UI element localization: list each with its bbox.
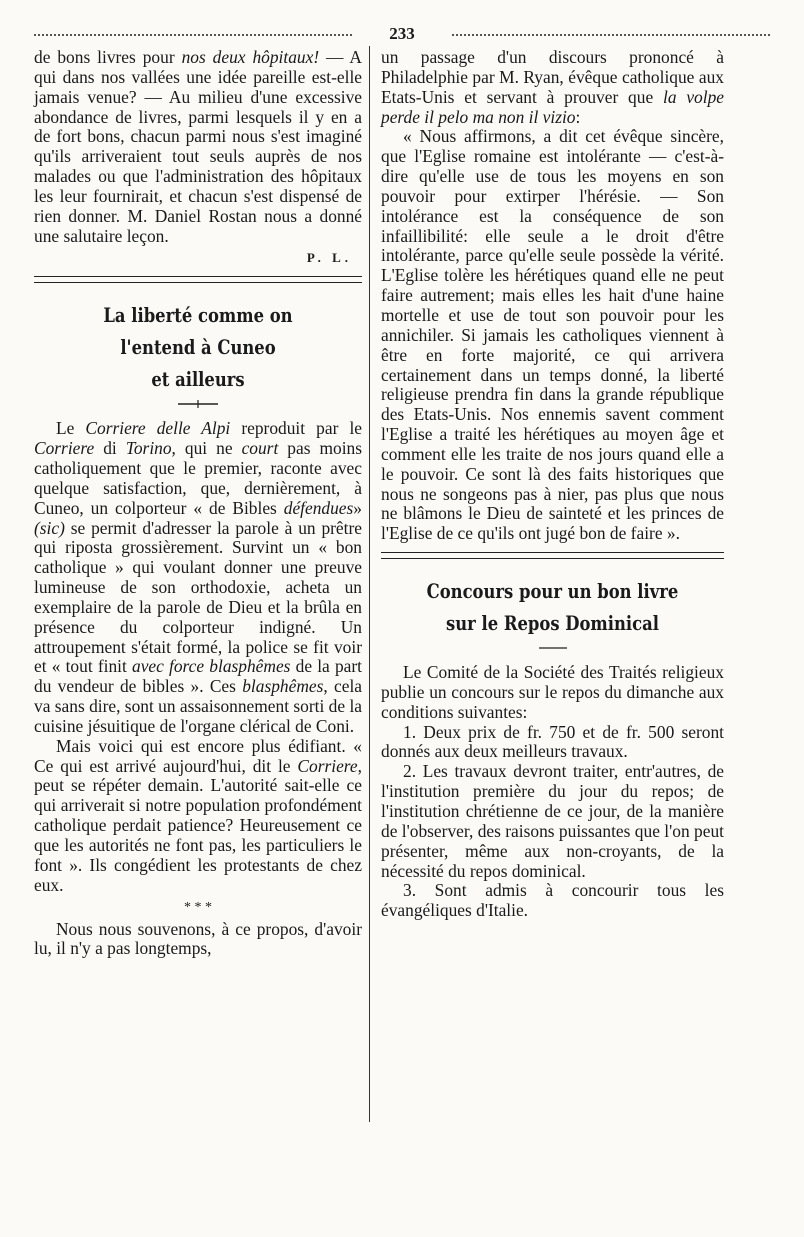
text-run: , cela va sans dire, sont un assaisonnement sorti de la cuisine jésuitique de l'organe clérical de Coni.	[34, 676, 362, 736]
star-separator: * * *	[184, 899, 212, 915]
text-run: 1. Deux prix de fr. 750 et de fr. 500 seront donnés aux deux meilleurs travaux.	[381, 721, 724, 762]
italic-text: blasphêmes	[242, 676, 324, 697]
article-headline	[412, 575, 693, 639]
italic-text: la volpe perde il pelo ma non il vizio	[381, 86, 724, 127]
paragraph	[34, 48, 362, 246]
text-run: »	[353, 497, 362, 518]
text-run: de la part du vendeur de bibles ». Ces	[34, 656, 362, 697]
headline-line: sur le Repos Dominical	[445, 611, 660, 636]
section-separator	[34, 276, 362, 283]
text-run: 2. Les travaux devront traiter, entr'autres, de l'institution première du jour du repos; de l'institution chrétienne de ce jour, de la manière de l'observer, des raisons puissantes que l'on peut présenter, même aux non-croyants, de la nécessité du repos dominical.	[381, 761, 724, 881]
author-signature: P. L.	[306, 250, 352, 266]
italic-text: Torino	[125, 438, 172, 459]
headline-line: et ailleurs	[151, 367, 245, 392]
text-run: di	[94, 438, 126, 459]
text-run: Nous nous souvenons, à ce propos, d'avoir lu, il n'y a pas longtemps,	[34, 918, 362, 959]
italic-text: nos deux hôpitaux!	[181, 47, 320, 67]
text-run: Le	[56, 418, 86, 439]
text-run: Mais voici qui est encore plus édifiant. « Ce qui est arrivé aujourd'hui, dit le	[34, 735, 362, 776]
header-rule-right	[452, 34, 770, 36]
text-run: pas moins catholiquement que le premier, raconte avec quelque satisfaction, que, dernièrement, à Cuneo, un colporteur « de Bibles	[34, 438, 362, 518]
text-run: , peut se répéter demain. L'autorité sait-elle ce qui arriverait si notre population profondément catholique perdait patience? Heureusement ce que les autorités ne font pas, les particuliers le font ». Ils congédient les protestants de chez eux.	[34, 755, 362, 895]
text-run: de bons livres pour	[34, 47, 182, 67]
text-run: — A qui dans nos vallées une idée pareille est-elle jamais venue? — Au milieu d'une excessive abondance de livres, parmi lesquels il y en a de fort bons, chacun parmi nous s'est imaginé qu'ils arriveraient tout seuls auprès de nos malades ou que l'administration des hôpitaux les leur fournirait, et chacun s'est dispensé de rien donner. M. Daniel Rostan nous a donné une salutaire leçon.	[34, 47, 362, 246]
italic-text: Corriere	[34, 438, 95, 459]
right-column	[381, 48, 724, 921]
italic-text: défendues	[283, 497, 354, 518]
italic-text: (sic)	[34, 517, 65, 538]
headline-line: La liberté comme on l'entend à Cuneo	[103, 303, 293, 360]
paragraph	[381, 881, 724, 921]
text-run: , qui ne	[171, 438, 242, 459]
paragraph	[381, 762, 724, 881]
paragraph	[381, 48, 724, 127]
text-run: « Nous affirmons, a dit cet évêque sincère, que l'Eglise romaine est intolérante — c'est-à-dire qu'elle use de tous les moyens en son pouvoir pour extirper l'hérésie. — Son intolérance est la conséquence de son infaillibilité: elle seule a le droit d'être intolérante, parce qu'elle seule possède la vérité. L'Eglise tolère les hérétiques quand elle ne peut faire autrement; mais elles les hait d'une haine mortelle et use de tout son pouvoir pour les annichiler. Si jamais les catholiques viennent à être en forte majorité, ce qui arrivera certainement dans un temps donné, la liberté religieuse prendra fin dans la grande république des Etats-Unis. Nos ennemis savent comment l'Eglise a traité les hérétiques au moyen âge et comment elle les traite de nos jours quand elle a le pouvoir. Ce sont là des faits historiques que nous ne songeons pas à nier, pas plus que nous ne blâmons le Dieu de sainteté et les princes de l'Eglise de ce qu'ils ont jugé bon de faire ».	[381, 126, 724, 544]
text-run: se permit d'adresser la parole à un prêtre qui riposta grossièrement. Survint un « bon catholique » qui voulant donner une preuve lumineuse de son orthodoxie, acheta un exemplaire de la parole de Dieu et la brûla en présence du colporteur indigné. Un attroupement s'était formé, la police se fit voir et « tout finit	[34, 517, 362, 677]
ornament-icon	[176, 399, 220, 409]
text-run: :	[575, 106, 581, 127]
column-divider	[369, 46, 370, 1122]
paragraph	[34, 419, 362, 737]
paragraph	[34, 920, 362, 960]
paragraph	[34, 737, 362, 896]
paragraph	[381, 723, 724, 763]
ornament-icon	[531, 643, 575, 653]
italic-text: Corriere	[297, 755, 358, 776]
headline-line: Concours pour un bon livre	[426, 579, 679, 604]
italic-text: avec force blasphêmes	[132, 656, 291, 677]
paragraph	[381, 663, 724, 723]
italic-text: Corriere delle Alpi	[85, 418, 231, 439]
article-headline	[64, 299, 333, 395]
paragraph	[381, 127, 724, 544]
text-run: un passage d'un discours prononcé à Philadelphie par M. Ryan, évêque catholique aux Etats-Unis et servant à prouver que	[381, 47, 724, 107]
text-run: reproduit par le	[230, 418, 362, 439]
page-header	[34, 24, 770, 46]
italic-text: court	[241, 438, 279, 459]
text-run: 3. Sont admis à concourir tous les évangéliques d'Italie.	[381, 880, 724, 921]
page-number: 233	[389, 24, 415, 43]
text-run: Le Comité de la Société des Traités religieux publie un concours sur le repos du dimanche aux conditions suivantes:	[381, 662, 724, 722]
left-column	[34, 48, 362, 959]
section-separator	[381, 552, 724, 559]
